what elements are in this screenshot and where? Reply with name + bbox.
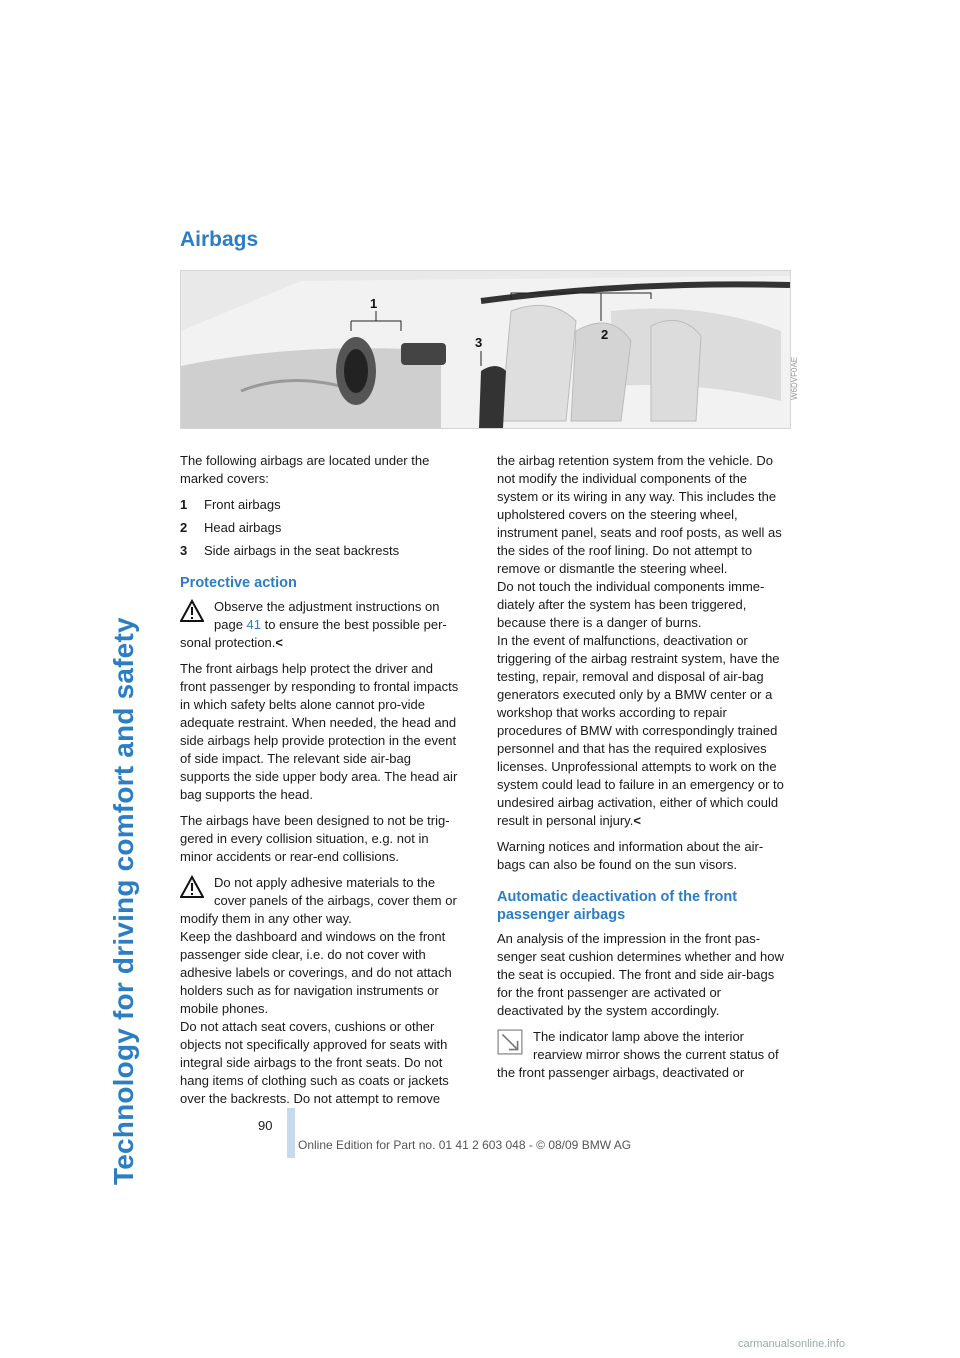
warning-block: Observe the adjustment instructions on page 41 to ensure the best possible per-sonal protection.<: [180, 599, 447, 650]
left-column: [180, 452, 460, 1116]
note-arrow-icon: [497, 1029, 523, 1055]
paragraph: An analysis of the impression in the front pas-senger seat cushion determines whether and how the seat is occupied. The front and side air-bags for the front passenger are activated or deactivated by the system accordingly.: [497, 931, 784, 1018]
car-interior-illustration: [181, 271, 790, 428]
footer-bar: [287, 1108, 295, 1158]
airbag-list: [180, 496, 460, 560]
paragraph: The front airbags help protect the driver and front passenger by responding to frontal impacts in which safety belts alone cannot pro-vide adequate restraint. When needed, the head and side airbags help provide protection in the event of side impact. The relevant side air-bag supports the side upper body area. The head air bag supports the head.: [180, 661, 459, 802]
list-item: 1 Front airbags: [180, 497, 281, 512]
warning-triangle-icon: [180, 599, 204, 623]
callout-2-label: 2: [601, 327, 609, 342]
paragraph: Warning notices and information about the air-bags can also be found on the sun visors.: [497, 839, 764, 872]
page-number: 90: [258, 1118, 273, 1133]
watermark: carmanualsonline.info: [738, 1338, 846, 1350]
intro-text: The following airbags are located under the marked covers:: [180, 453, 430, 486]
end-mark: <: [633, 813, 641, 828]
figure-code: W6DVF0AE: [790, 356, 799, 400]
edition-text: Online Edition for Part no. 01 41 2 603 048 - © 08/09 BMW AG: [298, 1138, 632, 1152]
end-mark: <: [275, 635, 283, 650]
right-column: [497, 452, 789, 1090]
callout-1-label: 1: [370, 296, 378, 311]
section-title: Airbags: [180, 228, 259, 251]
paragraph: The airbags have been designed to not be trig-gered in every collision situation, e.g. not in minor accidents or rear-end collisions.: [180, 813, 450, 864]
list-item: 2 Head airbags: [180, 520, 282, 535]
page-link[interactable]: 41: [246, 617, 262, 632]
warning-continuation: the airbag retention system from the vehicle. Do not modify the individual components of the system or its wiring in any way. This includes the upholstered covers on the steering wheel, instrument panel, seats and roof posts, as well as the sides of the roof lining. Do not attempt to remove or dismantle the steering wheel. Do not touch the individual components imme-diately after the system has been triggered, because there is a danger of burns. In the event of malfunctions, deactivation or triggering of the airbag restraint system, have the testing, repair, removal and disposal of air-bag generators executed only by a BMW center or a workshop that works according to repair procedures of BMW with correspondingly trained personnel and that has the required explosives licenses. Unprofessional attempts to work on the system could lead to failure in an emergency or to undesired airbag activation, either of which could result in personal injury.<: [497, 453, 784, 828]
callout-3-label: 3: [475, 335, 483, 350]
chapter-side-title: Technology for driving comfort and safety: [108, 617, 139, 1185]
protective-action-heading: Protective action: [180, 575, 297, 591]
airbag-diagram: [180, 270, 791, 429]
warning-block: Do not apply adhesive materials to the cover panels of the airbags, cover them or modify them in any other way. Keep the dashboard and windows on the front passenger side clear, i.e. do not cover with adhesive labels or coverings, and do not attach holders such as for navigation instruments or mobile phones. Do not attach seat covers, cushions or other objects not specifically approved for seats with integral side airbags to the front seats. Do not hang items of clothing such as coats or jackets over the backrests. Do not attempt to remove: [180, 875, 457, 1106]
indicator-note: The indicator lamp above the interior rearview mirror shows the current status of the front passenger airbags, deactivated or: [497, 1029, 779, 1080]
list-item: 3 Side airbags in the seat backrests: [180, 543, 400, 558]
automatic-deactivation-heading: Automatic deactivation of the front passenger airbags: [497, 889, 738, 923]
warning-triangle-icon: [180, 875, 204, 899]
